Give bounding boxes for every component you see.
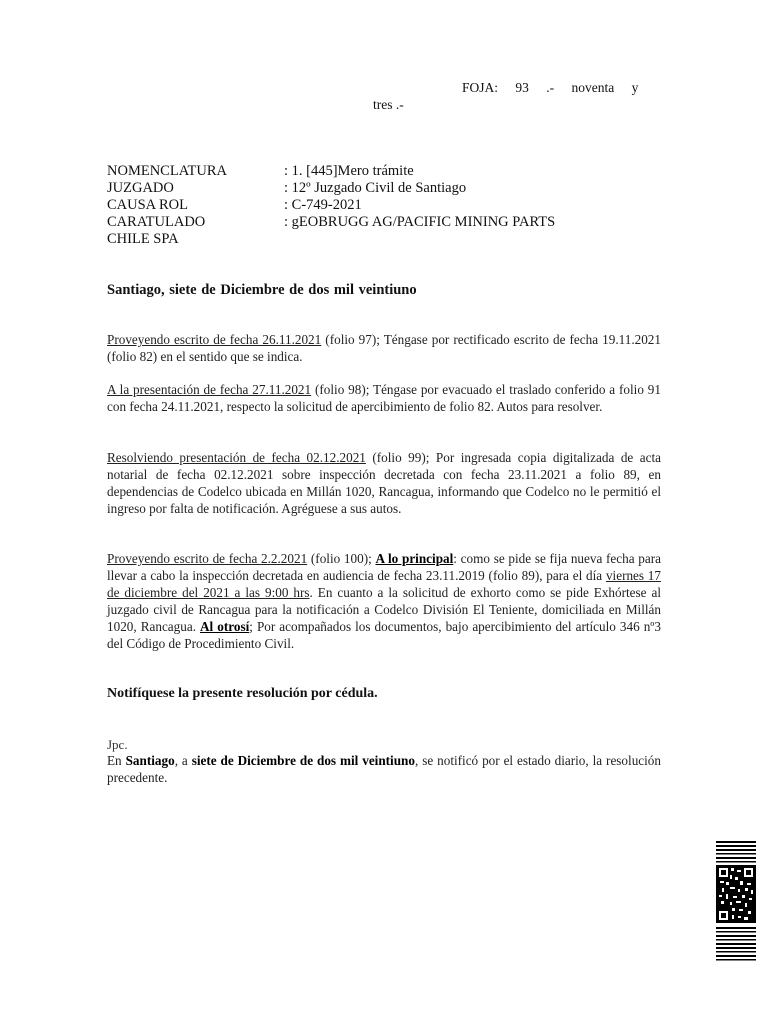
metadata-row-caratulado — [107, 214, 667, 231]
metadata-row-juzgado — [107, 180, 667, 197]
paragraph-folio-99 — [107, 449, 661, 517]
a-lo-principal: A lo principal — [375, 551, 454, 566]
certificate-date: siete de Diciembre de dos mil veintiuno — [191, 753, 415, 768]
metadata-label: CARATULADO — [107, 214, 206, 230]
metadata-value: : 1. [445]Mero trámite — [284, 163, 414, 179]
metadata-label: CAUSA ROL — [107, 197, 188, 213]
metadata-value: : 12º Juzgado Civil de Santiago — [284, 180, 467, 196]
metadata-value: : gEOBRUGG AG/PACIFIC MINING PARTS — [284, 214, 556, 230]
paragraph-text: : como se pide se fija nueva fecha para llevar a cabo la inspección decretada en audiencia de fecha 23.11.2019 (folio 89), para el día — [107, 551, 662, 583]
certificate-text: , a — [174, 753, 192, 768]
paragraph-text: (folio 99); Por ingresada copia digitalizada de acta notarial de fecha 02.12.2021 sobre inspección decretada con fecha 23.11.2021 a folio 89, en dependencias de Codelco ubicada en Millán 1020, Rancagua, informando que Codelco no le permitió el ingreso por falta de notificación. Agréguese a sus autos. — [107, 450, 661, 516]
paragraph-lead: Resolviendo presentación de fecha 02.12.2021 — [107, 450, 366, 465]
metadata-label: NOMENCLATURA — [107, 163, 228, 179]
case-metadata — [107, 163, 667, 248]
metadata-row-caratulado-cont — [107, 231, 667, 248]
resolution-date: Santiago, siete de Diciembre de dos mil veintiuno — [107, 282, 417, 298]
notification-certificate — [107, 752, 661, 786]
metadata-label: CHILE SPA — [107, 231, 179, 247]
al-otrosi: Al otrosí — [200, 619, 250, 634]
metadata-row-nomenclatura — [107, 163, 667, 180]
certificate-text: En — [107, 753, 126, 768]
paragraph-text: (folio 98); Téngase por evacuado el traslado conferido a folio 91 con fecha 24.11.2021, respecto la solicitud de apercibimiento de folio 82. Autos para resolver. — [107, 382, 661, 414]
paragraph-lead: Proveyendo escrito de fecha 26.11.2021 — [107, 332, 322, 347]
metadata-label: JUZGADO — [107, 180, 174, 196]
paragraph-folio-98 — [107, 381, 661, 415]
metadata-value: : C-749-2021 — [284, 197, 362, 213]
metadata-value — [284, 231, 667, 248]
paragraph-lead: A la presentación de fecha 27.11.2021 — [107, 382, 312, 397]
notification-order: Notifíquese la presente resolución por cédula. — [107, 686, 378, 701]
metadata-row-causa-rol — [107, 197, 667, 214]
inspection-date: viernes 17 de diciembre del 2021 a las 9:00 hrs — [107, 568, 661, 600]
paragraph-folio-100 — [107, 550, 661, 652]
paragraph-text: ; Por acompañados los documentos, bajo apercibimiento del artículo 346 nº3 del Código de Procedimiento Civil. — [107, 619, 661, 651]
initials: Jpc. — [107, 737, 128, 752]
foja-words: tres .- — [373, 97, 404, 112]
foja-number: FOJA: 93 .- noventa y — [462, 80, 639, 95]
verification-code-icon — [716, 841, 756, 963]
certificate-text: , se notificó por el estado diario, la resolución precedente. — [107, 753, 661, 785]
paragraph-folio-97 — [107, 331, 661, 365]
paragraph-text: . En cuanto a la solicitud de exhorto como se pide Exhórtese al juzgado civil de Rancagua para la notificación a Codelco División El Teniente, domiciliada en Millán 1020, Rancagua. — [107, 585, 661, 634]
paragraph-lead: Proveyendo escrito de fecha 2.2.2021 — [107, 551, 308, 566]
paragraph-text: (folio 100); — [307, 551, 376, 566]
certificate-city: Santiago — [125, 753, 175, 768]
paragraph-text: (folio 97); Téngase por rectificado escrito de fecha 19.11.2021 (folio 82) en el sentido que se indica. — [107, 332, 661, 364]
